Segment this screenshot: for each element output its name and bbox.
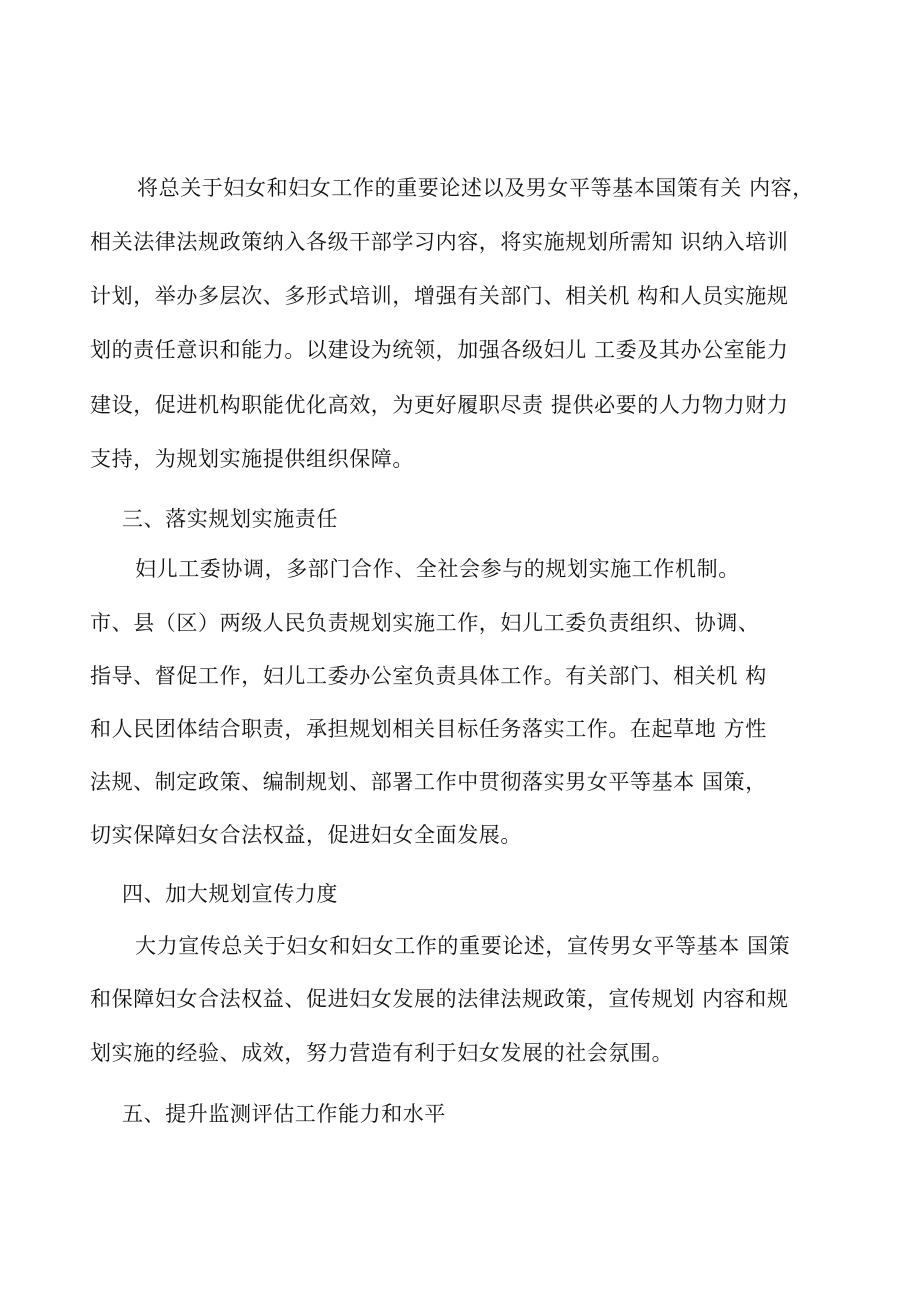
paragraph-3-line-1: 大力宣传总关于妇女和妇女工作的重要论述，宣传男女平等基本 国策 — [135, 934, 791, 958]
paragraph-1-line-2: 相关法律法规政策纳入各级干部学习内容，将实施规划所需知 识纳入培训 — [90, 230, 789, 254]
paragraph-2-line-1: 妇儿工委协调，多部门合作、全社会参与的规划实施工作机制。 — [135, 557, 740, 581]
paragraph-2-line-5: 法规、制定政策、编制规划、部署工作中贯彻落实男女平等基本 国策， — [90, 770, 767, 794]
paragraph-2-line-4: 和人民团体结合职责，承担规划相关目标任务落实工作。在起草地 方性 — [90, 717, 767, 741]
paragraph-2-line-2: 市、县（区）两级人民负责规划实施工作，妇儿工委负责组织、协调、 — [90, 611, 760, 635]
paragraph-2-line-6: 切实保障妇女合法权益，促进妇女全面发展。 — [90, 823, 522, 847]
section-heading-5: 五、提升监测评估工作能力和水平 — [122, 1102, 446, 1126]
paragraph-1-line-1: 将总关于妇女和妇女工作的重要论述以及男女平等基本国策有关 内容， — [137, 176, 814, 200]
paragraph-1-line-5: 建设，促进机构职能优化高效，为更好履职尽责 提供必要的人力物力财力 — [90, 393, 789, 417]
paragraph-1-line-4: 划的责任意识和能力。以建设为统领，加强各级妇儿 工委及其办公室能力 — [90, 338, 789, 362]
section-heading-4: 四、加大规划宣传力度 — [122, 882, 338, 906]
paragraph-1-line-6: 支持，为规划实施提供组织保障。 — [90, 447, 414, 471]
section-heading-3: 三、落实规划实施责任 — [122, 507, 338, 531]
paragraph-3-line-2: 和保障妇女合法权益、促进妇女发展的法律法规政策，宣传规划 内容和规 — [90, 987, 789, 1011]
paragraph-2-line-3: 指导、督促工作，妇儿工委办公室负责具体工作。有关部门、相关机 构 — [90, 664, 767, 688]
paragraph-1-line-3: 计划，举办多层次、多形式培训，增强有关部门、相关机 构和人员实施规 — [90, 284, 789, 308]
paragraph-3-line-3: 划实施的经验、成效，努力营造有利于妇女发展的社会氛围。 — [90, 1041, 674, 1065]
